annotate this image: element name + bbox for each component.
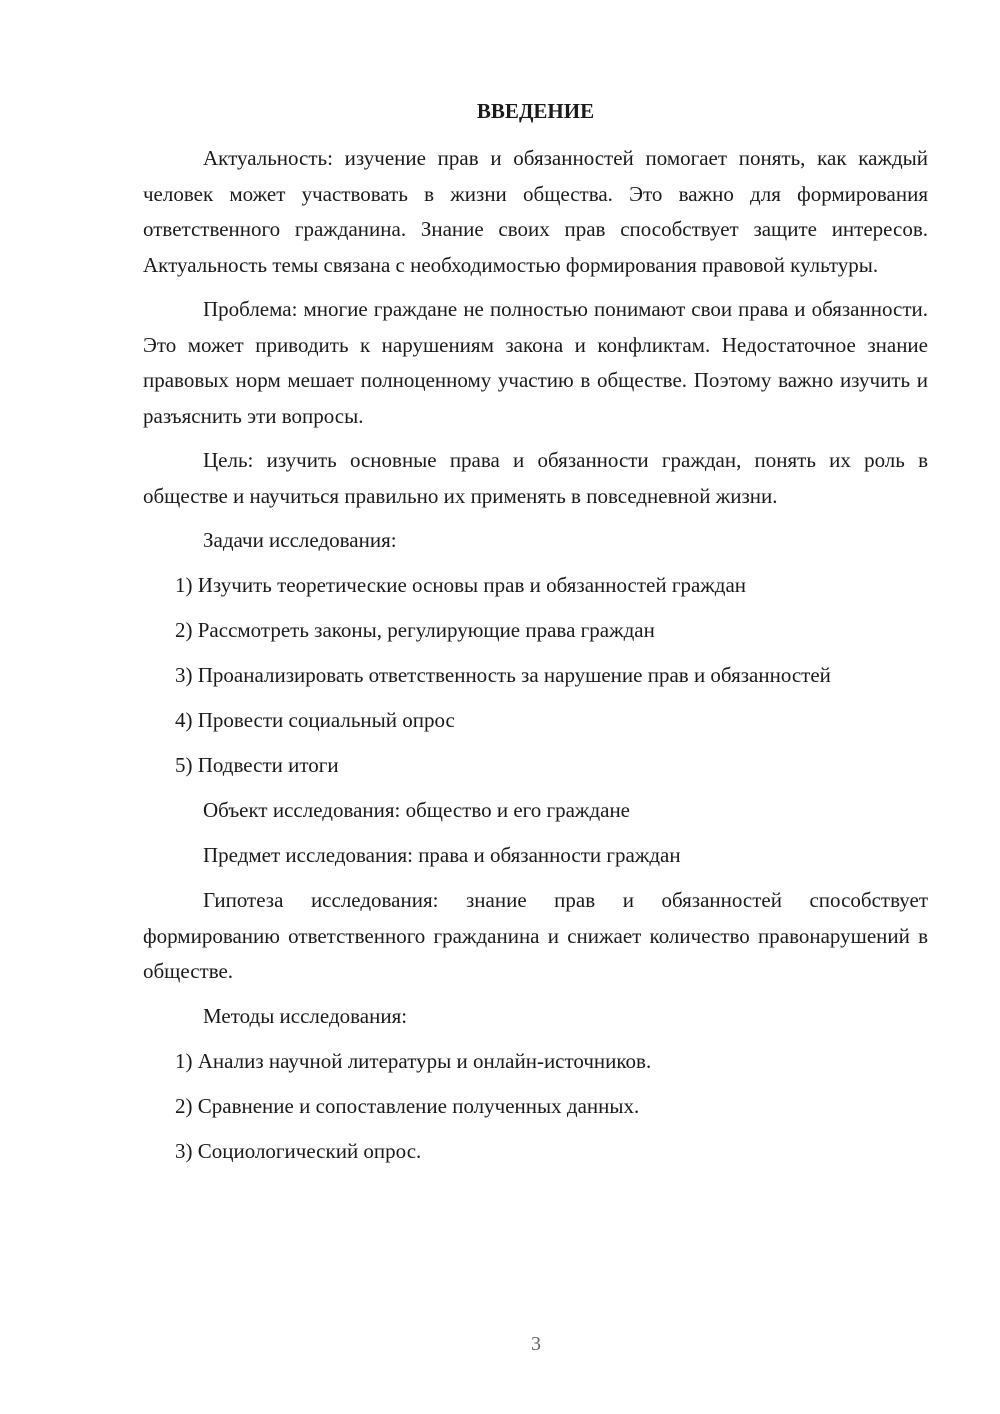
page-content: [143, 94, 928, 1179]
page-number: 3: [531, 1333, 541, 1355]
task-item: 2) Рассмотреть законы, регулирующие права граждан: [175, 618, 655, 642]
paragraph-relevance: Актуальность: изучение прав и обязанностей помогает понять, как каждый человек может участвовать в жизни общества. Это важно для формирования ответственного гражданина. Знание своих прав способствует защите интересов. Актуальность темы связана с необходимостью формирования правовой культуры.: [143, 146, 928, 277]
method-item: 2) Сравнение и сопоставление полученных данных.: [175, 1093, 640, 1118]
task-item: 5) Подвести итоги: [175, 753, 339, 777]
research-subject: Предмет исследования: права и обязанности граждан: [203, 843, 681, 867]
methods-heading: Методы исследования:: [203, 1003, 408, 1028]
task-item: 4) Провести социальный опрос: [175, 708, 455, 732]
task-item: 3) Проанализировать ответственность за нарушение прав и обязанностей: [175, 663, 831, 687]
method-item: 1) Анализ научной литературы и онлайн-источников.: [175, 1048, 652, 1073]
tasks-heading: Задачи исследования:: [203, 528, 397, 552]
paragraph-goal: Цель: изучить основные права и обязанности граждан, понять их роль в обществе и научиться правильно их применять в повседневной жизни.: [143, 448, 928, 508]
paragraph-problem: Проблема: многие граждане не полностью понимают свои права и обязанности. Это может приводить к нарушениям закона и конфликтам. Недостаточное знание правовых норм мешает полноценному участию в обществе. Поэтому важно изучить и разъяснить эти вопросы.: [143, 297, 928, 428]
task-item: 1) Изучить теоретические основы прав и обязанностей граждан: [175, 573, 747, 597]
paragraph-hypothesis: Гипотеза исследования: знание прав и обязанностей способствует формированию ответственного гражданина и снижает количество правонарушений в обществе.: [143, 888, 928, 983]
research-object: Объект исследования: общество и его граждане: [203, 798, 631, 822]
method-item: 3) Социологический опрос.: [175, 1138, 422, 1163]
page-title: ВВЕДЕНИЕ: [476, 99, 595, 123]
